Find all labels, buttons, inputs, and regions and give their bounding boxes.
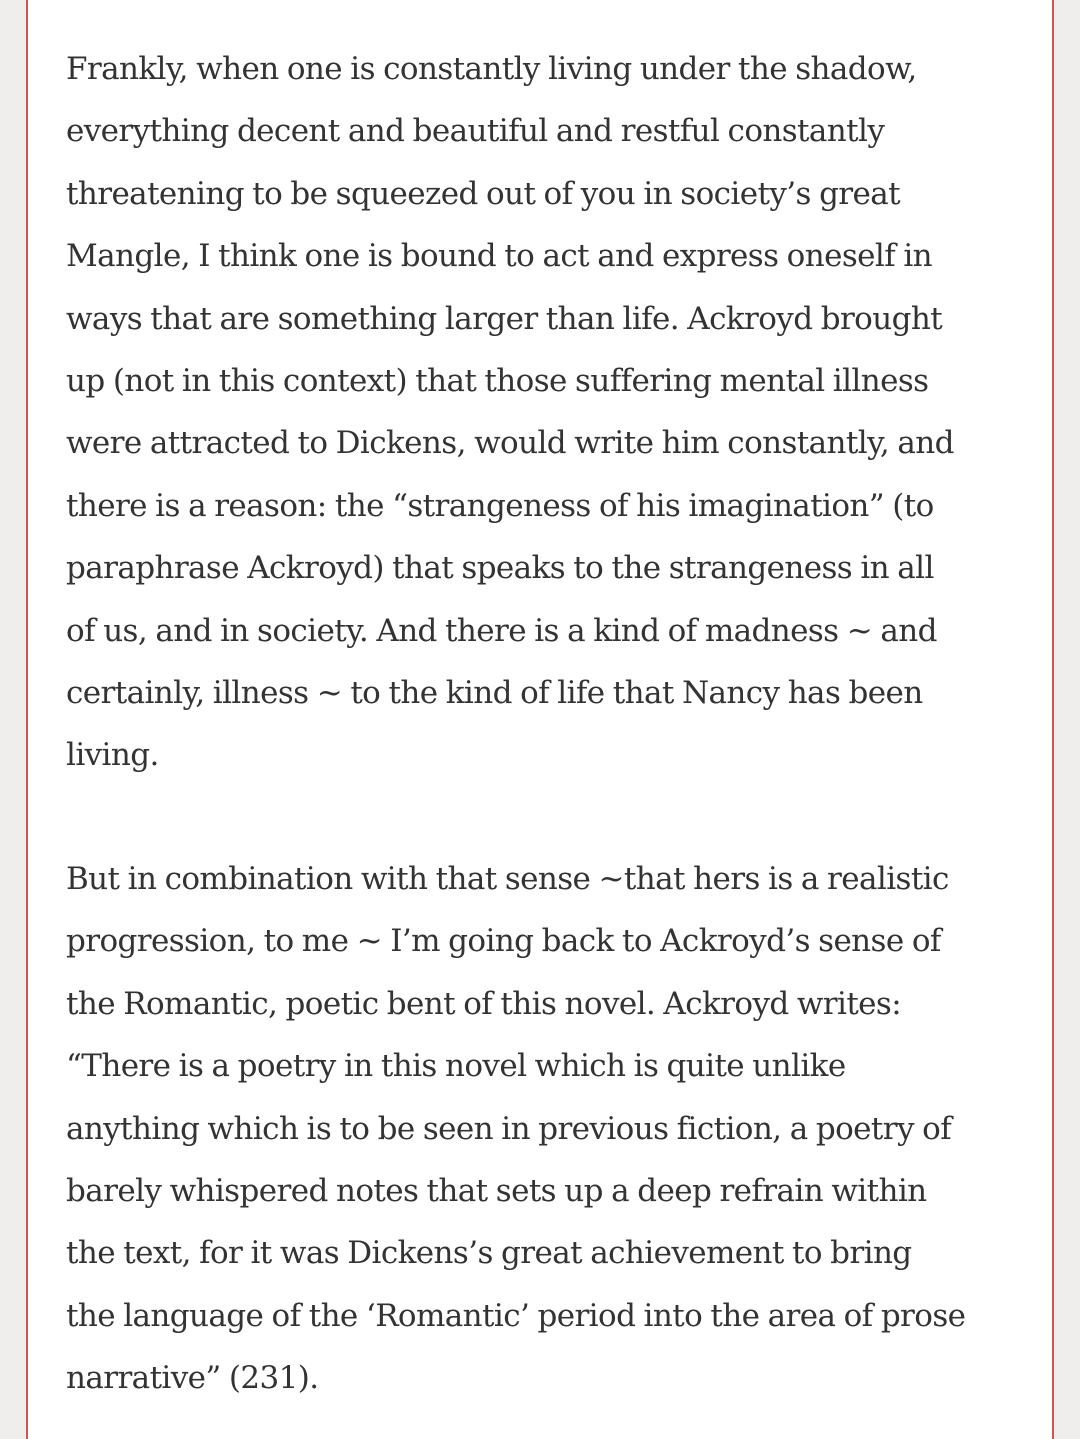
text-line: paraphrase Ackroyd) that speaks to the strangeness in all <box>66 550 934 587</box>
text-line: ways that are something larger than life. Ackroyd brought <box>66 300 943 337</box>
article-page <box>26 0 1054 1439</box>
text-line: living. <box>66 737 159 774</box>
text-line: threatening to be squeezed out of you in society’s great <box>66 175 901 212</box>
text-line: the text, for it was Dickens’s great achievement to bring <box>66 1235 912 1272</box>
text-line: Mangle, I think one is bound to act and express oneself in <box>66 238 933 275</box>
text-line: up (not in this context) that those suffering mental illness <box>66 363 929 400</box>
text-line: everything decent and beautiful and restful constantly <box>66 113 885 150</box>
text-line: Frankly, when one is constantly living under the shadow, <box>66 51 917 87</box>
text-line: were attracted to Dickens, would write him constantly, and <box>66 425 954 462</box>
text-line: “There is a poetry in this novel which is quite unlike <box>66 1048 846 1085</box>
text-line: certainly, illness ~ to the kind of life that Nancy has been <box>66 675 923 712</box>
text-line: barely whispered notes that sets up a deep refrain within <box>66 1172 927 1209</box>
text-line: the Romantic, poetic bent of this novel. Ackroyd writes: <box>66 985 902 1022</box>
text-line: narrative” (231). <box>66 1360 319 1397</box>
text-line: But in combination with that sense ~that hers is a realistic <box>66 860 949 897</box>
text-line: anything which is to be seen in previous fiction, a poetry of <box>66 1110 952 1147</box>
article-body <box>66 38 1026 1410</box>
paragraph-1 <box>66 38 1026 787</box>
text-line: of us, and in society. And there is a kind of madness ~ and <box>66 612 937 649</box>
text-line: there is a reason: the “strangeness of his imagination” (to <box>66 487 934 524</box>
text-line: the language of the ‘Romantic’ period into the area of prose <box>66 1297 966 1334</box>
text-line: progression, to me ~ I’m going back to Ackroyd’s sense of <box>66 923 941 960</box>
paragraph-2 <box>66 848 1026 1410</box>
